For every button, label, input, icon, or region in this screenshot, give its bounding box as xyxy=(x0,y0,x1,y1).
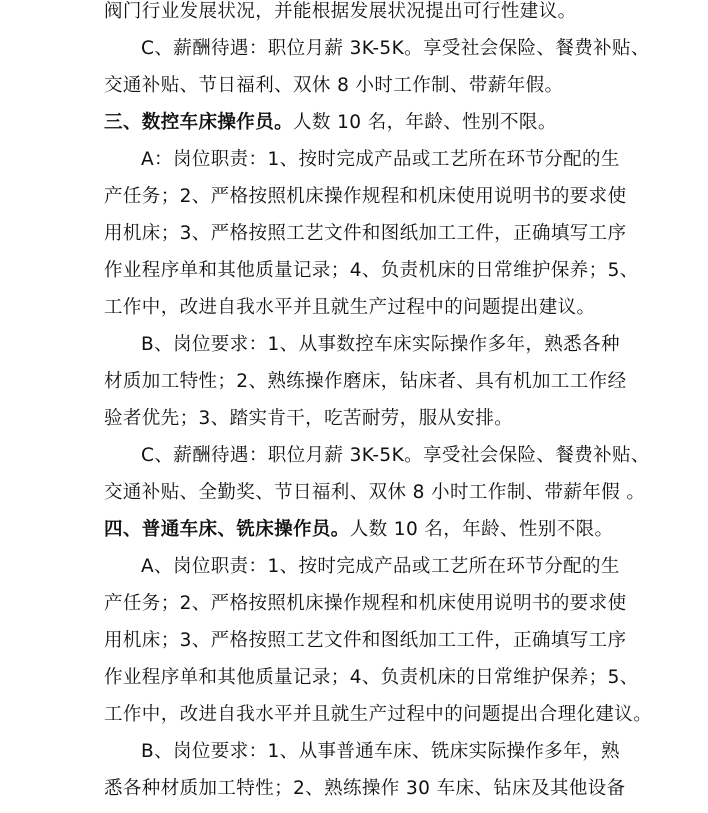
text-line: 用机床；3、严格按照工艺文件和图纸加工工件，正确填写工序 xyxy=(104,630,627,651)
text-line: C、薪酬待遇：职位月薪 3K-5K。享受社会保险、餐费补贴、 xyxy=(141,445,650,466)
text-line: 交通补贴、节日福利、双休 8 小时工作制、带薪年假。 xyxy=(104,75,564,96)
text-line: 工作中，改进自我水平并且就生产过程中的问题提出合理化建议。 xyxy=(104,704,653,725)
section-heading xyxy=(104,517,613,543)
text-line: 作业程序单和其他质量记录；4、负责机床的日常维护保养；5、 xyxy=(104,667,639,688)
section-heading-title: 三、数控车床操作员。 xyxy=(104,112,294,133)
section-heading-detail: 人数 10 名，年龄、性别不限。 xyxy=(293,112,557,133)
text-line: 交通补贴、全勤奖、节日福利、双休 8 小时工作制、带薪年假 。 xyxy=(104,482,646,503)
section-heading xyxy=(104,110,557,136)
text-line: 产任务；2、严格按照机床操作规程和机床使用说明书的要求使 xyxy=(104,186,627,207)
text-line: 工作中，改进自我水平并且就生产过程中的问题提出建议。 xyxy=(104,297,596,318)
text-line: 悉各种材质加工特性；2、熟练操作 30 车床、钻床及其他设备 xyxy=(104,778,626,799)
text-line: B、岗位要求：1、从事普通车床、铣床实际操作多年，熟 xyxy=(141,741,620,762)
section-heading-title: 四、普通车床、铣床操作员。 xyxy=(104,519,350,540)
text-line: 阀门行业发展状况，并能根据发展状况提出可行性建议。 xyxy=(104,1,577,22)
section-heading-detail: 人数 10 名，年龄、性别不限。 xyxy=(349,519,614,540)
text-line: 作业程序单和其他质量记录；4、负责机床的日常维护保养；5、 xyxy=(104,260,639,281)
text-line: C、薪酬待遇：职位月薪 3K-5K。享受社会保险、餐费补贴、 xyxy=(141,38,650,59)
text-line: 产任务；2、严格按照机床操作规程和机床使用说明书的要求使 xyxy=(104,593,627,614)
text-line: 验者优先；3、踏实肯干，吃苦耐劳，服从安排。 xyxy=(104,408,514,429)
text-line: 用机床；3、严格按照工艺文件和图纸加工工件，正确填写工序 xyxy=(104,223,627,244)
text-line: A：岗位职责：1、按时完成产品或工艺所在环节分配的生 xyxy=(141,149,620,170)
text-line: B、岗位要求：1、从事数控车床实际操作多年，熟悉各种 xyxy=(141,334,620,355)
text-line: A、岗位职责：1、按时完成产品或工艺所在环节分配的生 xyxy=(141,556,620,577)
text-line: 材质加工特性；2、熟练操作磨床，钻床者、具有机加工工作经 xyxy=(104,371,627,392)
